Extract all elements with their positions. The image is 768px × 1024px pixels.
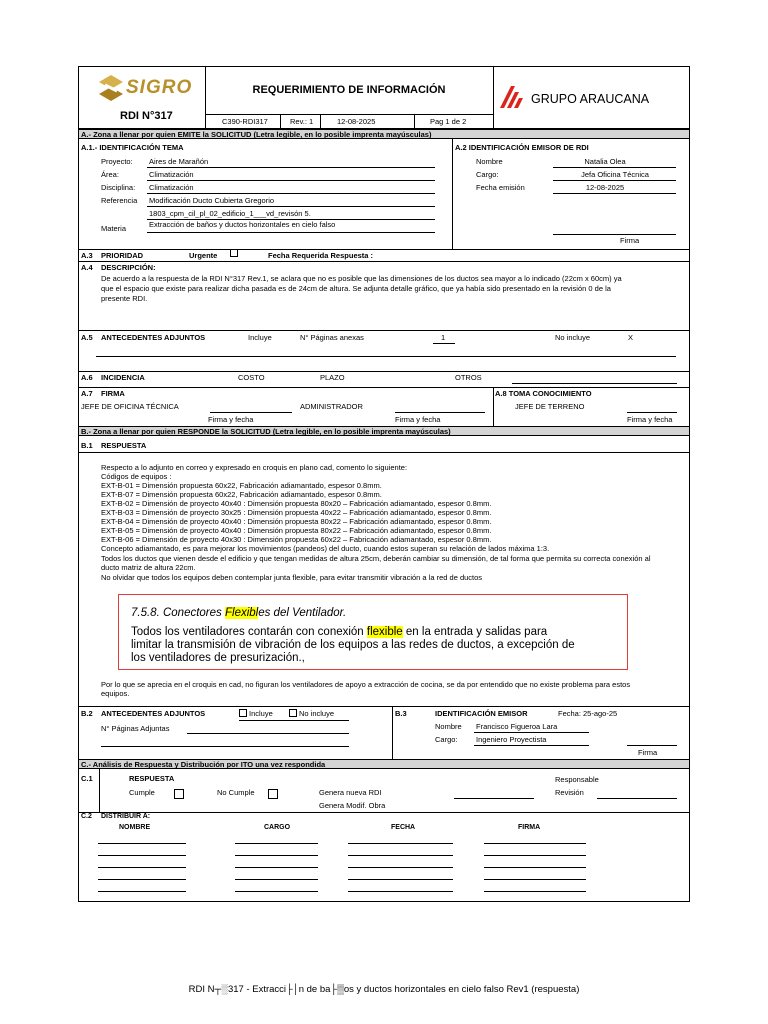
a3-fecha: Fecha Requerida Respuesta : xyxy=(268,251,374,260)
rdi-number: RDI N°317 xyxy=(120,110,173,122)
b1-line: EXT-B-03 = Dimensión de proyecto 30x25 : Dimensión propuesta 40x22 – Fabricación adiamantado, espesor 0.8mm. xyxy=(101,508,492,517)
a7-num: A.7 xyxy=(81,389,93,398)
dist-line[interactable] xyxy=(98,855,186,856)
b1-line: EXT-B-07 = Dimensión propuesta 60x22, Fabricación adiamantado, espesor 0.8mm. xyxy=(101,490,382,499)
a5-num: A.5 xyxy=(81,333,93,342)
dist-line[interactable] xyxy=(348,855,453,856)
a1-title: A.1.- IDENTIFICACIÓN TEMA xyxy=(81,143,184,152)
dist-line[interactable] xyxy=(348,879,453,880)
araucana-logo-text: GRUPO ARAUCANA xyxy=(531,92,650,106)
a4-title: DESCRIPCIÓN: xyxy=(101,263,156,272)
araucana-logo-icon xyxy=(498,84,528,110)
page-footer: RDI N┬░317 - Extracci├│n de ba├▒os y ductos horizontales en cielo falso Rev1 (respuesta) xyxy=(188,984,580,995)
dist-line[interactable] xyxy=(348,891,453,892)
a2-value-fecha: 12-08-2025 xyxy=(585,183,625,192)
section-a-band xyxy=(79,129,689,139)
b2-num: B.2 xyxy=(81,709,93,718)
a8-firma-fecha: Firma y fecha xyxy=(627,415,673,424)
c2-col-nombre: NOMBRE xyxy=(119,824,151,831)
highlight-flexibl: Flexibl xyxy=(224,607,259,619)
dist-line[interactable] xyxy=(484,843,586,844)
a7-title: FIRMA xyxy=(101,389,125,398)
spec-excerpt xyxy=(118,594,628,670)
dist-line[interactable] xyxy=(484,891,586,892)
sigro-logo-icon xyxy=(96,73,126,103)
dist-line[interactable] xyxy=(484,879,586,880)
section-c-band xyxy=(79,759,689,769)
a8-jefe-terreno: JEFE DE TERRENO xyxy=(515,402,585,411)
a3-urgente: Urgente xyxy=(189,251,218,260)
a6-costo: COSTO xyxy=(238,373,265,382)
b3-firma: Firma xyxy=(638,748,658,757)
a2-label-fecha: Fecha emisión xyxy=(476,183,525,192)
dist-line[interactable] xyxy=(98,867,186,868)
a4-num: A.4 xyxy=(81,263,93,272)
c1-genera-obra: Genera Modif. Obra xyxy=(319,801,386,810)
a6-num: A.6 xyxy=(81,373,93,382)
spec-excerpt-line-1: Todos los ventiladores contarán con conexión flexible en la entrada y salidas para xyxy=(131,626,548,638)
a1-value-referencia: Modificación Ducto Cubierta Gregorio xyxy=(149,196,275,205)
b2-title: ANTECEDENTES ADJUNTOS xyxy=(101,709,206,718)
a6-plazo: PLAZO xyxy=(320,373,345,382)
a4-text-line-1: De acuerdo a la respuesta de la RDI N°317 Rev.1, se aclara que no es posible que las dimensiones de los ductos sea mayor a lo indicado (22cm x 60cm) ya xyxy=(101,274,622,283)
a5-paginas-value: 1 xyxy=(441,333,446,342)
spec-excerpt-title: 7.5.8. Conectores Flexibles del Ventilador. xyxy=(131,607,347,619)
b3-label-cargo: Cargo: xyxy=(435,735,458,744)
a1-label-disciplina: Disciplina: xyxy=(101,183,136,192)
b3-value-cargo: Ingeniero Proyectista xyxy=(476,735,547,744)
a1-label-materia: Materia xyxy=(101,224,127,233)
a1-label-referencia: Referencia xyxy=(101,196,138,205)
a5-paginas: N° Páginas anexas xyxy=(300,333,364,342)
a2-title: A.2 IDENTIFICACIÓN EMISOR DE RDI xyxy=(455,143,589,152)
b3-fecha-label: Fecha: xyxy=(558,709,581,718)
a2-value-nombre: Natalia Olea xyxy=(584,157,626,166)
a7-jefe-oficina: JEFE DE OFICINA TÉCNICA xyxy=(81,402,179,411)
sigro-logo-text: SIGRO xyxy=(126,77,193,98)
b1-line: EXT-B-06 = Dimensión de proyecto 40x30 : Dimensión propuesta 60x22 – Fabricación adiamantado, espesor 0.8mm. xyxy=(101,535,492,544)
dist-line[interactable] xyxy=(235,879,318,880)
b3-value-nombre: Francisco Figueroa Lara xyxy=(476,722,558,731)
a1-label-proyecto: Proyecto: xyxy=(101,157,133,166)
b2-noincluye: No incluye xyxy=(299,709,335,718)
section-c-title: C.- Análisis de Respuesta y Distribución por ITO una vez respondida xyxy=(81,760,326,769)
doc-code: C390-RDI317 xyxy=(222,117,268,126)
a3-title: PRIORIDAD xyxy=(101,251,144,260)
dist-line[interactable] xyxy=(235,867,318,868)
b3-label-nombre: Nombre xyxy=(435,722,462,731)
a4-text-line-2: que el espacio que existe para realizar dicha pasada es de 24cm de altura. Se adjunta detalle gráfico, que ya había sido presentado en la revisión 0 de la xyxy=(101,284,611,293)
c1-title: RESPUESTA xyxy=(129,774,175,783)
a8-title: A.8 TOMA CONOCIMIENTO xyxy=(495,389,592,398)
b1-note-line-1: Por lo que se aprecia en el croquis en cad, no figuran los ventiladores de apoyo a extracción de cocina, se da por entendido que no existe problema para estos xyxy=(101,680,631,689)
c1-genera-rdi: Genera nueva RDI xyxy=(319,788,382,797)
doc-page: Pag 1 de 2 xyxy=(430,117,467,126)
a5-x-mark: X xyxy=(628,333,634,342)
dist-line[interactable] xyxy=(98,879,186,880)
a1-value-materia: Extracción de baños y ductos horizontales en cielo falso xyxy=(149,220,336,229)
dist-line[interactable] xyxy=(235,855,318,856)
b2-incluye: Incluye xyxy=(249,709,273,718)
a6-otros: OTROS xyxy=(455,373,482,382)
a7-firma-fecha-1: Firma y fecha xyxy=(208,415,254,424)
a1-label-area: Área: xyxy=(101,170,119,179)
b2-noincluye-checkbox[interactable] xyxy=(289,709,297,717)
b1-line: EXT-B-04 = Dimensión de proyecto 40x40 : Dimensión propuesta 80x22 – Fabricación adiamantado, espesor 0.8mm. xyxy=(101,517,492,526)
dist-line[interactable] xyxy=(235,891,318,892)
araucana-logo xyxy=(498,84,686,114)
b3-num: B.3 xyxy=(395,709,407,718)
c1-nocumple: No Cumple xyxy=(217,788,255,797)
b1-num: B.1 xyxy=(81,441,93,450)
b1-note-line-2: equipos. xyxy=(101,689,130,698)
nocumple-checkbox[interactable] xyxy=(268,789,278,799)
dist-line[interactable] xyxy=(484,867,586,868)
a3-num: A.3 xyxy=(81,251,93,260)
a6-title: INCIDENCIA xyxy=(101,373,145,382)
doc-date: 12-08-2025 xyxy=(337,117,376,126)
a4-text-line-3: presente RDI. xyxy=(101,294,148,303)
dist-line[interactable] xyxy=(484,855,586,856)
b3-fecha-value: 25-ago-25 xyxy=(583,709,618,718)
form-title: REQUERIMIENTO DE INFORMACIÓN xyxy=(252,84,446,96)
sigro-logo xyxy=(96,72,196,104)
b1-line: EXT-B-05 = Dimensión de proyecto 40x40 : Dimensión propuesta 80x22 – Fabricación adiamantado, espesor 0.8mm. xyxy=(101,526,492,535)
b3-title: IDENTIFICACIÓN EMISOR xyxy=(435,709,528,718)
c2-num: C.2 xyxy=(81,813,92,820)
b1-line: EXT-B-01 = Dimensión propuesta 60x22, Fabricación adiamantado, espesor 0.8mm. xyxy=(101,481,382,490)
cumple-checkbox[interactable] xyxy=(174,789,184,799)
a2-value-cargo: Jefa Oficina Técnica xyxy=(581,170,649,179)
dist-line[interactable] xyxy=(98,891,186,892)
section-a-title: A.- Zona a llenar por quien EMITE la SOLICITUD (Letra legible, en lo posible imprenta mayúsculas) xyxy=(81,130,432,139)
c1-cumple: Cumple xyxy=(129,788,155,797)
spec-excerpt-line-3: los ventiladores de presurización., xyxy=(131,652,305,664)
c2-col-firma: FIRMA xyxy=(518,824,541,831)
b1-line: Concepto adiamantado, es para mejorar los movimientos (pandeos) del ducto, cuando estos superan su relación de lados máxima 1:3. xyxy=(101,544,550,553)
b2-incluye-checkbox[interactable] xyxy=(239,709,247,717)
section-b-title: B.- Zona a llenar por quien RESPONDE la SOLICITUD (Letra legible, en lo posible imprenta mayúsculas) xyxy=(81,427,451,436)
a1-value-area: Climatización xyxy=(149,170,194,179)
b1-line: Todos los ductos que vienen desde el edificio y que tengan medidas de altura 25cm, deberán cambiar su dimensión, de tal forma que permita su correcta conexión al xyxy=(101,554,651,563)
c1-revision: Revisión xyxy=(555,788,584,797)
a5-noincluye: No incluye xyxy=(555,333,591,342)
b1-line: EXT-B-02 = Dimensión de proyecto 40x40 : Dimensión propuesta 80x20 – Fabricación adiamantado, espesor 0.8mm. xyxy=(101,499,492,508)
highlight-flexible: flexible xyxy=(366,626,403,638)
a1-value-referencia-2: 1803_cpm_cil_pl_02_edificio_1___vd_revisón 5. xyxy=(149,209,311,218)
a7-firma-fecha-2: Firma y fecha xyxy=(395,415,441,424)
dist-line[interactable] xyxy=(348,843,453,844)
a1-value-proyecto: Aires de Marañón xyxy=(149,157,209,166)
c1-num: C.1 xyxy=(81,774,93,783)
c2-col-fecha: FECHA xyxy=(391,824,416,831)
dist-line[interactable] xyxy=(235,843,318,844)
c2-title: DISTRIBUIR A: xyxy=(101,813,151,820)
a2-firma: Firma xyxy=(620,236,640,245)
a2-label-cargo: Cargo: xyxy=(476,170,499,179)
a5-title: ANTECEDENTES ADJUNTOS xyxy=(101,333,206,342)
b1-title: RESPUESTA xyxy=(101,441,147,450)
a5-incluye: Incluye xyxy=(248,333,272,342)
dist-line[interactable] xyxy=(348,867,453,868)
c1-responsable: Responsable xyxy=(555,775,599,784)
b1-line: ducto matriz de altura 22cm. xyxy=(101,563,196,572)
urgente-checkbox[interactable] xyxy=(230,249,238,257)
a7-administrador: ADMINISTRADOR xyxy=(300,402,363,411)
section-b-band xyxy=(79,426,689,436)
b1-line: Códigos de equipos : xyxy=(101,472,172,481)
b2-paginas: N° Páginas Adjuntas xyxy=(101,724,170,733)
b1-line: No olvidar que todos los equipos deben contemplar junta flexible, para evitar transmitir vibración a la red de ductos xyxy=(101,573,483,582)
spec-excerpt-line-2: limitar la transmisión de vibración de los equipos a las redes de ductos, a excepción de xyxy=(131,639,575,651)
dist-line[interactable] xyxy=(98,843,186,844)
doc-rev: Rev.: 1 xyxy=(290,117,314,126)
a2-label-nombre: Nombre xyxy=(476,157,503,166)
a1-value-disciplina: Climatización xyxy=(149,183,194,192)
c2-col-cargo: CARGO xyxy=(264,824,291,831)
b1-line: Respecto a lo adjunto en correo y expresado en croquis en plano cad, comento lo siguiente: xyxy=(101,463,408,472)
